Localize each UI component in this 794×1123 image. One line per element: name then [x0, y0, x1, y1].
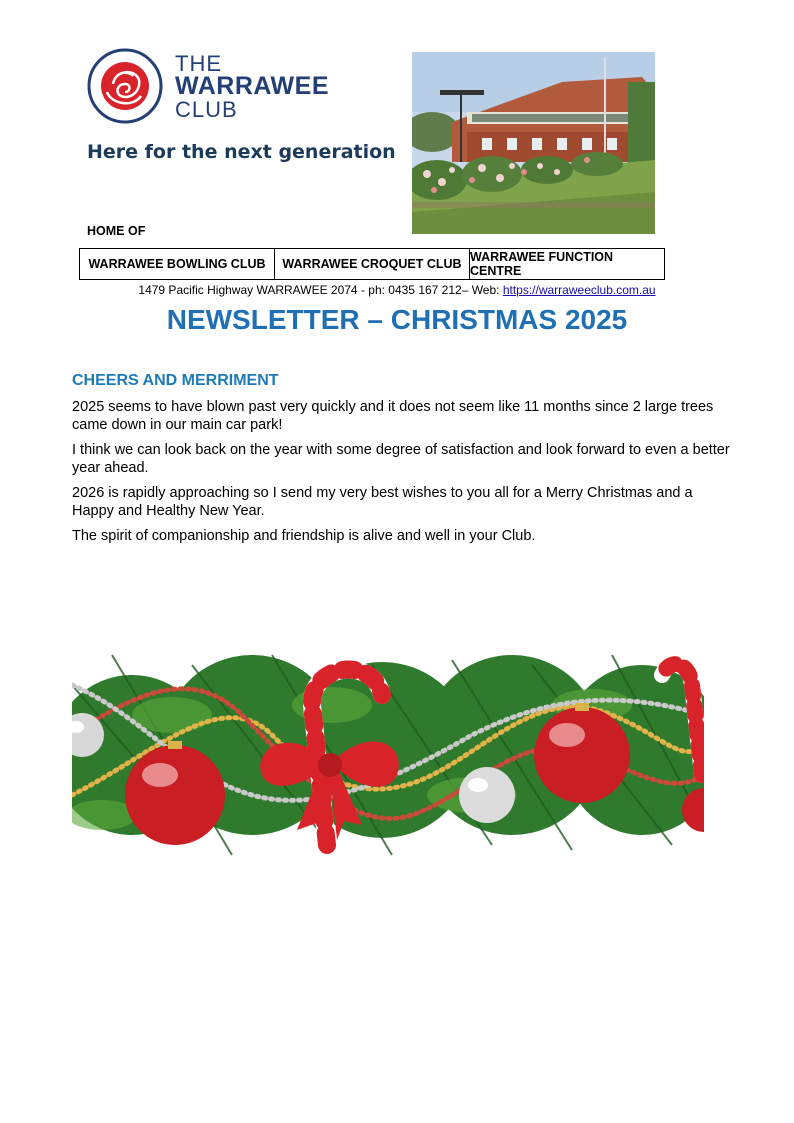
home-of-label: HOME OF: [87, 224, 146, 238]
christmas-garland-image: [72, 625, 704, 880]
logo-line-3: CLUB: [175, 97, 238, 122]
function-centre-cell: WARRAWEE FUNCTION CENTRE: [470, 250, 614, 278]
section-heading: CHEERS AND MERRIMENT: [72, 372, 279, 389]
logo-line-1: THE: [175, 51, 222, 76]
paragraph: 2026 is rapidly approaching so I send my very best wishes to you all for a Merry Christmas and a Happy and Healthy New Year.: [72, 485, 693, 519]
paragraph: The spirit of companionship and friendship is alive and well in your Club.: [72, 528, 536, 544]
club-logo: [87, 48, 347, 128]
address-line: [0, 283, 794, 297]
rose-logo-icon: [87, 48, 163, 124]
croquet-club-cell: WARRAWEE CROQUET CLUB: [275, 249, 470, 279]
paragraph: I think we can look back on the year with some degree of satisfaction and look forward to even a better year ahead.: [72, 442, 730, 476]
website-link[interactable]: https://warraweeclub.com.au: [502, 283, 656, 297]
clubs-table: [79, 248, 665, 280]
clubhouse-photo: [412, 52, 655, 234]
bowling-club-cell: WARRAWEE BOWLING CLUB: [80, 249, 275, 279]
logo-line-2: WARRAWEE: [175, 72, 329, 100]
logo-wordmark: [175, 52, 329, 121]
tagline: Here for the next generation: [87, 141, 396, 163]
newsletter-title: NEWSLETTER – CHRISTMAS 2025: [166, 304, 628, 335]
paragraph: 2025 seems to have blown past very quickly and it does not seem like 11 months since 2 large trees came down in our main car park!: [72, 399, 714, 433]
address-text: 1479 Pacific Highway WARRAWEE 2074 - ph: 0435 167 212– Web:: [138, 283, 503, 297]
section-body: [72, 398, 732, 552]
